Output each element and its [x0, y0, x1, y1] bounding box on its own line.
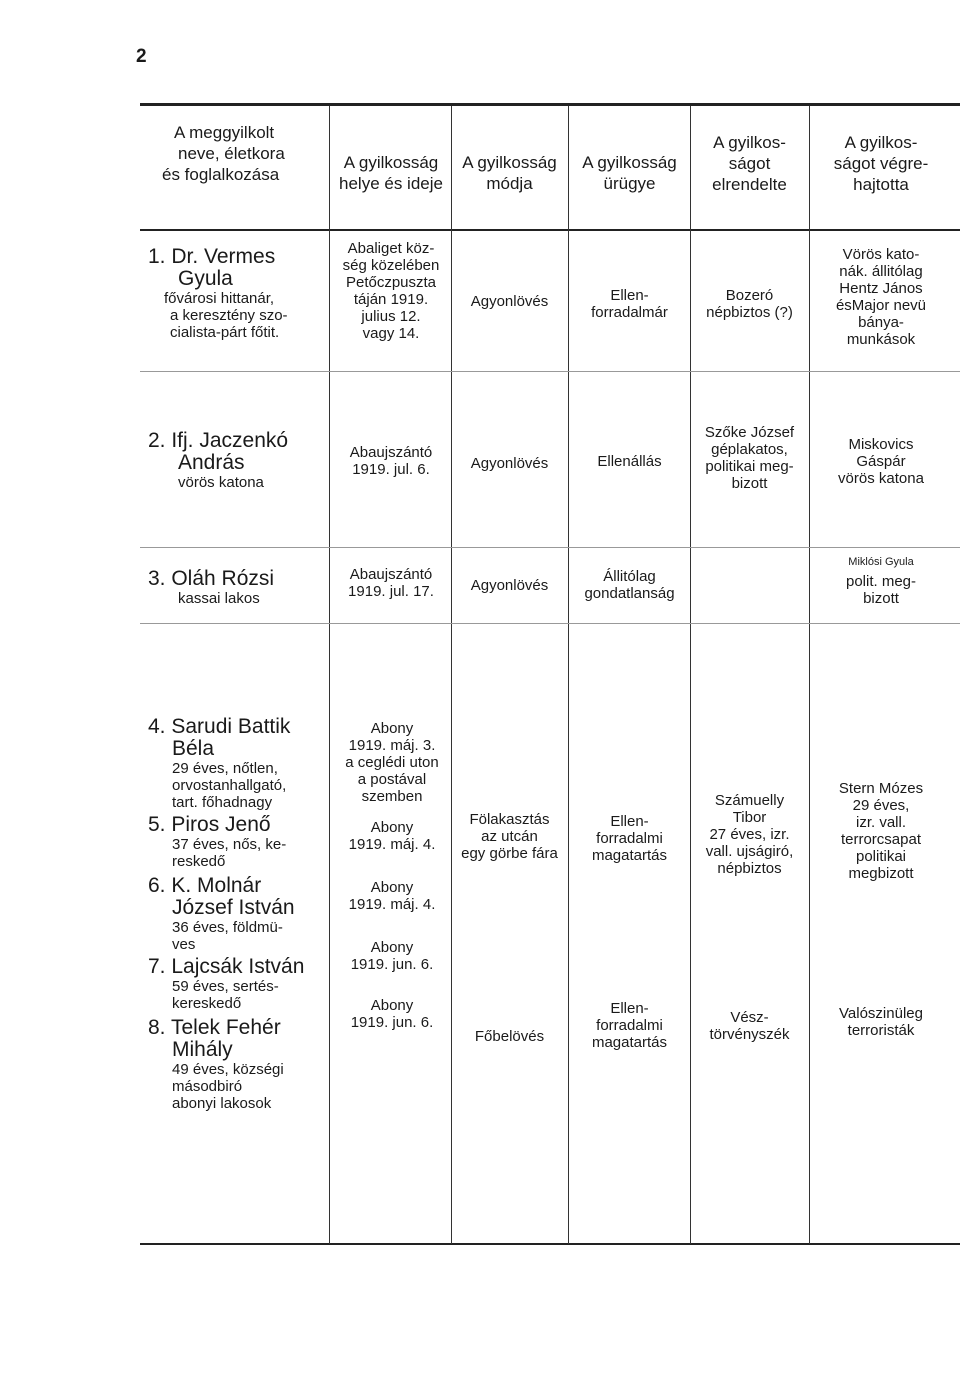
- column-divider-4: [690, 106, 691, 1244]
- row1-victim: 1. Dr. Vermes Gyula fővárosi hittanár, a keresztény szo- cialista-párt főtit.: [148, 245, 288, 341]
- row3-place-time: Abaujszántó 1919. jul. 17.: [348, 566, 434, 600]
- header-bottom-rule: [140, 229, 960, 231]
- page-number: 2: [136, 46, 147, 67]
- group-method-hanging: Fölakasztás az utcán egy görbe fára: [461, 811, 558, 862]
- group-victims: 4. Sarudi Battik Béla 29 éves, nőtlen, orvostanhallgató, tart. főhadnagy 5. Piros Jenő 37 éves, nős, ke- reskedő 6. K. Molnár József István 36 éves, földmü- ves 7. Lajcsák István 59 éves, sertés- kereskedő 8. Telek Fehér Mihály 49 éves, községi másodbiró abonyi lakosok: [148, 715, 305, 1112]
- group-places: Abony 1919. máj. 3. a ceglédi uton a postával szemben Abony 1919. máj. 4. Abony 1919. máj. 4. Abony 1919. jun. 6. Abony 1919. jun. 6.: [345, 720, 439, 1031]
- group-executed-a: Stern Mózes 29 éves, izr. vall. terrorcsapat politikai megbizott: [838, 780, 924, 882]
- group-pretext-b: Ellen- forradalmi magatartás: [591, 1000, 668, 1051]
- table-bottom-rule: [140, 1243, 960, 1245]
- row3-pretext: Állitólag gondatlanság: [584, 568, 675, 602]
- header-ordered: A gyilkos- ságot elrendelte: [712, 133, 787, 194]
- row2-executed: Miskovics Gáspár vörös katona: [838, 436, 924, 487]
- row2-pretext: Ellenállás: [597, 453, 662, 470]
- row2-victim: 2. Ifj. Jaczenkó András vörös katona: [148, 429, 289, 491]
- row1-method: Agyonlövés: [470, 293, 549, 310]
- row2-place-time: Abaujszántó 1919. jul. 6.: [349, 444, 433, 478]
- column-divider-2: [451, 106, 452, 1244]
- column-divider-1: [329, 106, 330, 1244]
- row2-ordered: Szőke József géplakatos, politikai meg- bizott: [704, 424, 795, 492]
- table-top-rule: [140, 103, 960, 106]
- row-separator: [140, 547, 960, 548]
- column-divider-3: [568, 106, 569, 1244]
- header-pretext: A gyilkosság ürügye: [582, 153, 677, 193]
- header-victim: A meggyilkolt neve, életkora és foglalkozása: [162, 123, 285, 184]
- row-separator: [140, 371, 960, 372]
- row1-place-time: Abaliget köz- ség közelében Petőczpuszta táján 1919. julius 12. vagy 14.: [342, 240, 440, 342]
- header-executed: A gyilkos- ságot végre- hajtotta: [833, 133, 929, 194]
- row1-ordered: Bozeró népbiztos (?): [706, 287, 793, 321]
- group-ordered-b: Vész- törvényszék: [709, 1009, 790, 1043]
- row3-executed: Miklósi Gyula polit. meg- bizott: [845, 556, 917, 607]
- group-method-shooting: Főbelövés: [474, 1028, 545, 1045]
- group-executed-b: Valószinüleg terroristák: [839, 1005, 923, 1039]
- group-pretext-a: Ellen- forradalmi magatartás: [591, 813, 668, 864]
- row1-executed: Vörös kato- nák. állitólag Hentz János ésMajor nevü bánya- munkások: [835, 246, 927, 348]
- group-ordered-a: Számuelly Tibor 27 éves, izr. vall. ujságiró, népbiztos: [705, 792, 794, 877]
- row2-method: Agyonlövés: [470, 455, 549, 472]
- row1-pretext: Ellen- forradalmár: [591, 287, 668, 321]
- row3-method: Agyonlövés: [470, 577, 549, 594]
- row3-victim: 3. Oláh Rózsi kassai lakos: [148, 567, 275, 607]
- header-place-time: A gyilkosság helye és ideje: [339, 153, 443, 193]
- row-separator: [140, 623, 960, 624]
- header-method: A gyilkosság módja: [462, 153, 557, 193]
